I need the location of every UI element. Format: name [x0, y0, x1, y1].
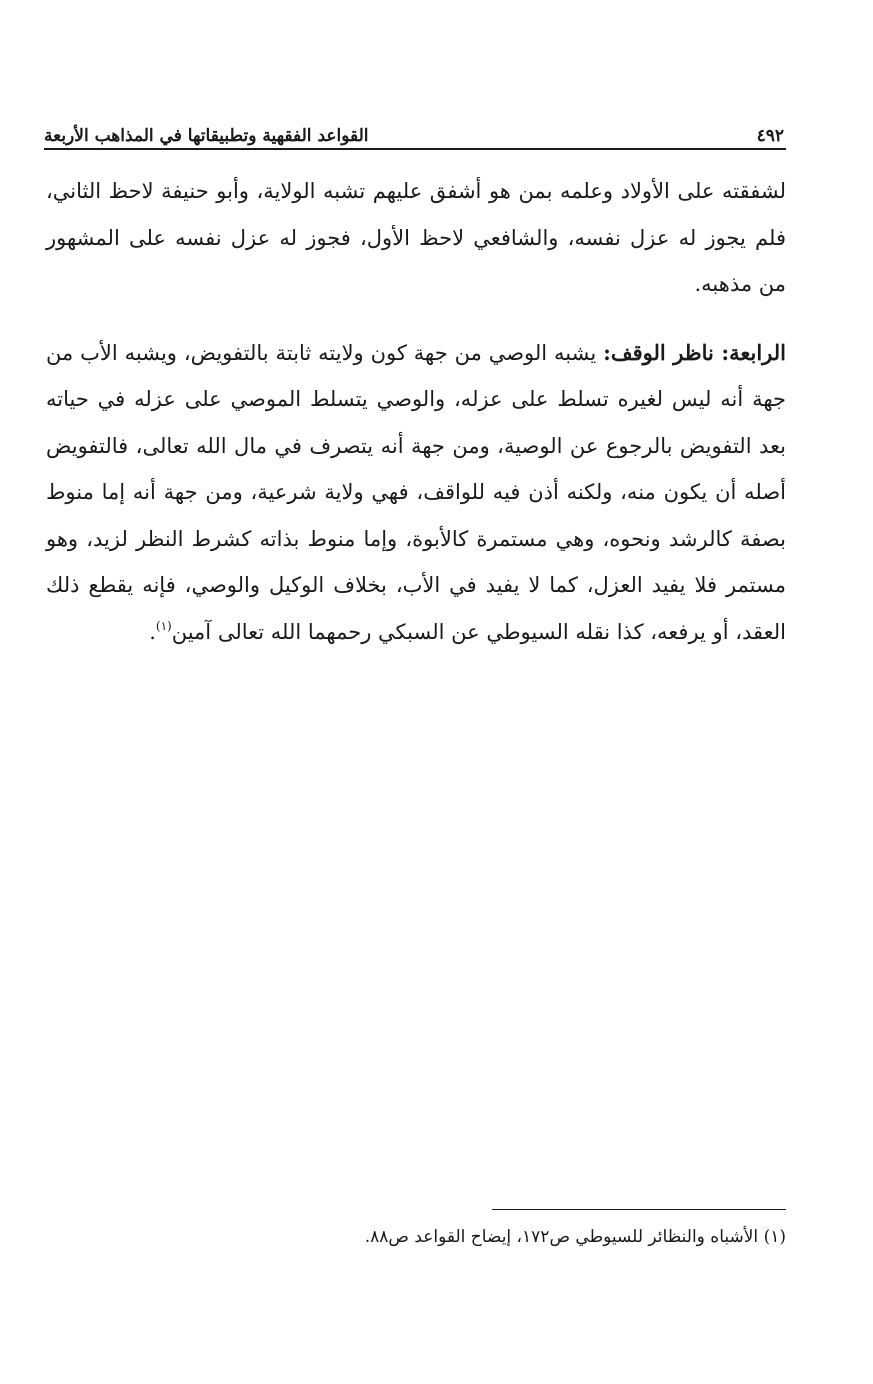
- footnote-text: الأشباه والنظائر للسيوطي ص١٧٢، إيضاح القواعد ص٨٨.: [364, 1227, 759, 1247]
- main-text: [46, 168, 786, 655]
- footnote: [46, 1222, 786, 1252]
- paragraph-end: .: [149, 619, 156, 644]
- paragraph-body: يشبه الوصي من جهة كون ولايته ثابتة بالتفويض، ويشبه الأب من جهة أنه ليس لغيره تسلط على عزله، والوصي يتسلط الموصي على عزله في حياته بعد التفويض بالرجوع عن الوصية، ومن جهة أنه يتصرف في مال الله تعالى، فالتفويض أصله أن يكون منه، ولكنه أذن فيه للواقف، فهي ولاية شرعية، ومن جهة أنه إما منوط بصفة كالرشد ونحوه، وهي مستمرة كالأبوة، وإما منوط بذاته كشرط النظر لزيد، وهو مستمر فلا يفيد العزل، كما لا يفيد في الأب، بخلاف الوكيل والوصي، فإنه يقطع ذلك العقد، أو يرفعه، كذا نقله السيوطي عن السبكي رحمهما الله تعالى آمين: [46, 340, 786, 644]
- page-header: [44, 112, 784, 146]
- footnote-divider: [492, 1209, 786, 1210]
- paragraph: [46, 330, 786, 656]
- paragraph: لشفقته على الأولاد وعلمه بمن هو أشفق عليهم تشبه الولاية، وأبو حنيفة لاحظ الثاني، فلم يجوز له عزل نفسه، والشافعي لاحظ الأول، فجوز له عزل نفسه على المشهور من مذهبه.: [46, 179, 786, 296]
- page-number: ٤٩٢: [756, 126, 784, 146]
- footnote-marker: (١): [763, 1227, 786, 1247]
- paragraph-heading: الرابعة: ناظر الوقف:: [603, 339, 786, 365]
- header-divider: [44, 148, 786, 150]
- footnote-reference: (١): [155, 618, 172, 633]
- running-title: القواعد الفقهية وتطبيقاتها في المذاهب الأربعة: [44, 126, 369, 146]
